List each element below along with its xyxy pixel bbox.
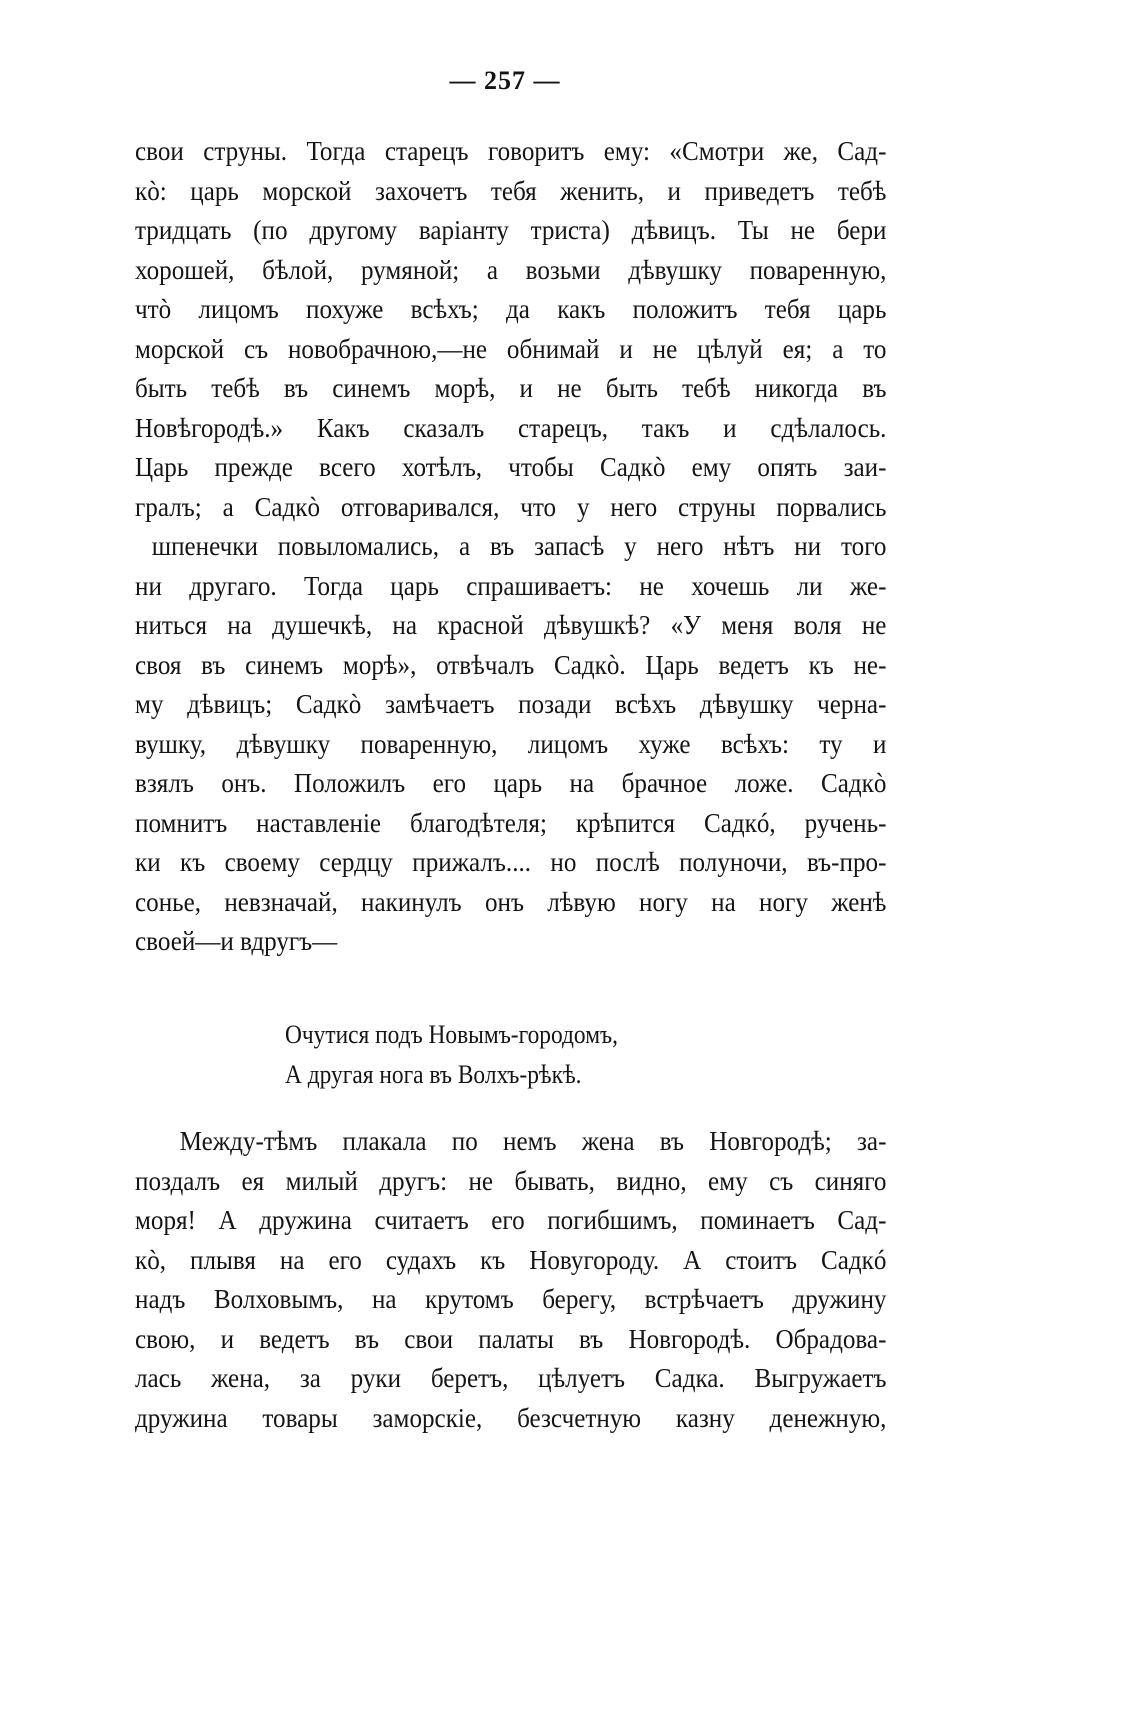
text-line: свою, и ведетъ въ свои палаты въ Новгородѣ. Обрадова-: [135, 1323, 887, 1354]
text-line: шпенечки повыломались, а въ запасѣ у него нѣтъ ни того: [151, 531, 887, 561]
text-line: своей—и вдругъ—: [135, 926, 338, 956]
text-line: моря! А дружина считаетъ его погибшимъ, поминаетъ Сад-: [135, 1205, 887, 1235]
text-line: тридцать (по другому варіанту триста) дѣвицъ. Ты не бери: [135, 215, 887, 245]
text-line: ни другаго. Тогда царь спрашиваетъ: не хочешь ли же-: [135, 570, 887, 601]
text-line: Между-тѣмъ плакала по немъ жена въ Новгородѣ; за-: [179, 1126, 887, 1156]
text-line: лась жена, за руки беретъ, цѣлуетъ Садка. Выгружаетъ: [135, 1363, 887, 1393]
text-line: ки къ своему сердцу прижалъ.... но послѣ полуночи, въ-про-: [135, 847, 887, 877]
text-line: чтò лицомъ похуже всѣхъ; да какъ положитъ тебя царь: [135, 294, 887, 324]
verse-line: Очутися подъ Новымъ-городомъ,: [285, 1020, 618, 1049]
text-line: хорошей, бѣлой, румяной; а возьми дѣвушку поваренную,: [135, 254, 887, 285]
text-line: свои струны. Тогда старецъ говоритъ ему: «Смотри же, Сад-: [135, 136, 887, 166]
paragraph-2: [135, 1122, 887, 1438]
text-line: Новѣгородѣ.» Какъ сказалъ старецъ, такъ и сдѣлалось.: [135, 412, 887, 443]
verse-quote: [285, 1015, 785, 1095]
text-line: сонье, невзначай, накинулъ онъ лѣвую ногу на ногу женѣ: [135, 886, 887, 917]
text-line: быть тебѣ въ синемъ морѣ, и не быть тебѣ никогда въ: [135, 373, 887, 403]
text-line: Царь прежде всего хотѣлъ, чтобы Садкò ему опять заи-: [135, 452, 887, 482]
text-line: вушку, дѣвушку поваренную, лицомъ хуже всѣхъ: ту и: [135, 728, 887, 759]
text-line: дружина товары заморскіе, безсчетную казну денежную,: [135, 1402, 887, 1433]
text-line: надъ Волховымъ, на крутомъ берегу, встрѣчаетъ дружину: [135, 1284, 887, 1314]
text-line: кò, плывя на его судахъ къ Новугороду. А стоитъ Садкó: [135, 1244, 887, 1275]
text-line: своя въ синемъ морѣ», отвѣчалъ Садкò. Царь ведетъ къ не-: [135, 649, 887, 680]
text-line: помнитъ наставленіе благодѣтеля; крѣпится Садкó, ручень-: [135, 807, 887, 838]
page-number: — 257 —: [449, 66, 561, 95]
text-line: гралъ; а Садкò отговаривался, что у него струны порвались: [135, 491, 887, 522]
text-line: ниться на душечкѣ, на красной дѣвушкѣ? «У меня воля не: [135, 610, 887, 640]
text-line: морской съ новобрачною,—не обнимай и не цѣлуй ея; а то: [135, 333, 887, 364]
paragraph-1: [135, 132, 887, 962]
text-line: му дѣвицъ; Садкò замѣчаетъ позади всѣхъ дѣвушку черна-: [135, 689, 887, 719]
text-line: взялъ онъ. Положилъ его царь на брачное ложе. Садкò: [135, 768, 887, 798]
text-line: кò: царь морской захочетъ тебя женить, и приведетъ тебѣ: [135, 175, 887, 206]
verse-line: А другая нога въ Волхъ-рѣкѣ.: [285, 1060, 582, 1089]
text-line: поздалъ ея милый другъ: не бывать, видно, ему съ синяго: [135, 1165, 887, 1196]
